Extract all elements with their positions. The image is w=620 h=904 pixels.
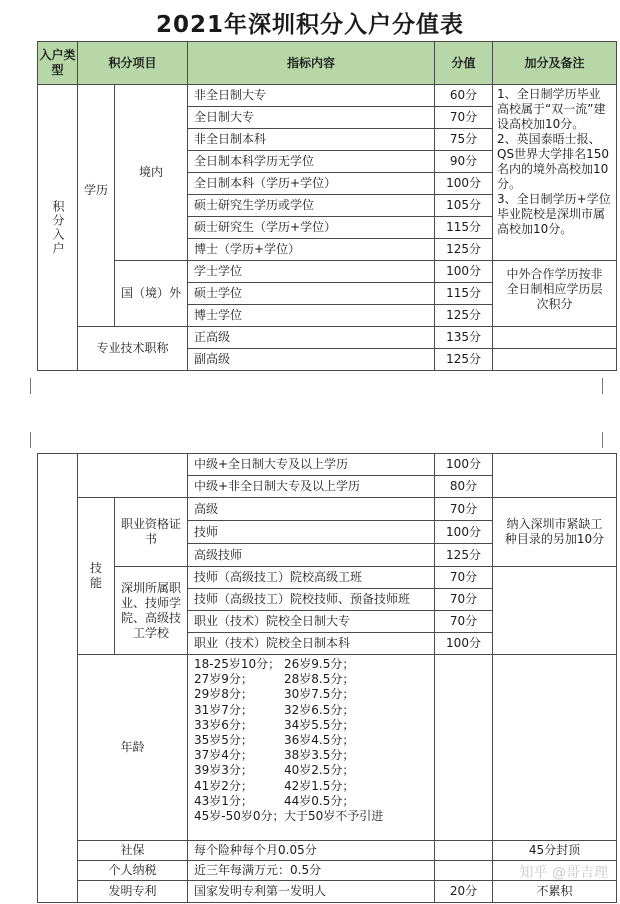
age-entry: 26岁9.5分；	[284, 657, 355, 671]
empty-score	[435, 655, 493, 841]
score-cell: 125分	[435, 305, 493, 327]
age-grid	[188, 655, 434, 823]
patent-label: 发明专利	[78, 881, 188, 903]
score-cell: 80分	[435, 476, 493, 498]
empty-note	[493, 655, 617, 841]
header-item: 积分项目	[78, 42, 188, 85]
score-cell: 100分	[435, 633, 493, 655]
table-row: 中级+非全日制大专及以上学历	[188, 476, 435, 498]
table-row: 正高级	[188, 327, 435, 349]
table-row: 全日制本科（学历+学位）	[188, 173, 435, 195]
score-cell: 100分	[435, 261, 493, 283]
score-cell: 125分	[435, 544, 493, 567]
score-cell: 135分	[435, 327, 493, 349]
table-row: 全日制本科学历无学位	[188, 151, 435, 173]
score-cell: 125分	[435, 239, 493, 261]
domestic-label: 境内	[115, 85, 188, 261]
age-entry: 39岁3分；	[194, 763, 253, 778]
empty-note	[493, 349, 617, 371]
age-entry: 35岁5分；	[194, 733, 253, 748]
edu-label: 学历	[78, 85, 115, 327]
score-cell: 115分	[435, 217, 493, 239]
score-cell: 100分	[435, 454, 493, 476]
score-table-part1	[37, 41, 617, 371]
score-cell: 60分	[435, 85, 493, 107]
foreign-note: 中外合作学历按非全日制相应学历层次积分	[493, 261, 617, 327]
table-row: 技师（高级技工）院校高级工班	[188, 567, 435, 589]
table-row: 非全日制本科	[188, 129, 435, 151]
crop-mark	[602, 432, 603, 448]
age-entry: 40岁2.5分；	[284, 763, 355, 778]
skill-label: 技能	[78, 498, 115, 655]
table-row: 博士（学历+学位）	[188, 239, 435, 261]
cert-note: 纳入深圳市紧缺工种目录的另加10分	[493, 498, 617, 567]
crop-mark	[30, 378, 31, 394]
score-cell: 70分	[435, 498, 493, 521]
cert-label: 职业资格证书	[115, 498, 188, 567]
watermark: 知乎 @哥吉理	[519, 865, 608, 881]
score-cell: 70分	[435, 107, 493, 129]
score-cell: 90分	[435, 151, 493, 173]
table-row: 硕士研究生学历或学位	[188, 195, 435, 217]
prof-label: 专业技术职称	[78, 327, 188, 371]
social-label: 社保	[78, 841, 188, 861]
age-entry: 大于50岁不予引进	[284, 809, 384, 824]
empty-score	[435, 861, 493, 881]
empty-score	[435, 841, 493, 861]
social-note: 45分封顶	[493, 841, 617, 861]
empty-note	[493, 567, 617, 655]
age-entry: 45岁-50岁0分；	[194, 809, 285, 824]
age-entry: 34岁5.5分；	[284, 717, 355, 732]
patent-note: 不累积	[493, 881, 617, 903]
empty-note	[493, 327, 617, 349]
tax-label: 个人纳税	[78, 861, 188, 881]
blank-item-cell	[78, 454, 188, 498]
age-table	[188, 655, 435, 841]
header-note: 加分及备注	[493, 42, 617, 85]
table-row: 副高级	[188, 349, 435, 371]
crop-mark	[30, 432, 31, 448]
age-entry: 36岁4.5分；	[284, 733, 355, 748]
table-row: 职业（技术）院校全日制大专	[188, 611, 435, 633]
score-cell: 70分	[435, 589, 493, 611]
table-row: 技师（高级技工）院校技师、预备技师班	[188, 589, 435, 611]
table-row: 学士学位	[188, 261, 435, 283]
patent-score: 20分	[435, 881, 493, 903]
empty-note	[493, 454, 617, 498]
age-entry: 28岁8.5分；	[284, 672, 355, 687]
score-cell: 70分	[435, 567, 493, 589]
score-cell: 100分	[435, 521, 493, 544]
age-entry: 43岁1分；	[194, 793, 253, 808]
age-entry: 41岁2分；	[194, 778, 253, 793]
age-entry: 18-25岁10分；	[194, 657, 281, 671]
table-row: 非全日制大专	[188, 85, 435, 107]
domestic-note: 1、全日制学历毕业高校属于“双一流”建设高校加10分。 2、英国泰晤士报、QS世界大学排名150名内的境外高校加10分。 3、全日制学历+学位毕业院校是深圳市属高校加10分。	[493, 85, 617, 261]
header-content: 指标内容	[188, 42, 435, 85]
score-table-part2	[37, 453, 617, 903]
score-cell: 75分	[435, 129, 493, 151]
score-cell: 125分	[435, 349, 493, 371]
header-type: 入户类型	[38, 42, 78, 85]
score-cell: 100分	[435, 173, 493, 195]
table-row: 技师	[188, 521, 435, 544]
table-row: 中级+全日制大专及以上学历	[188, 454, 435, 476]
age-entry: 44岁0.5分；	[284, 793, 355, 808]
age-entry: 42岁1.5分；	[284, 778, 355, 793]
table-row: 博士学位	[188, 305, 435, 327]
jifen-label: 积分入户	[38, 85, 78, 371]
age-entry: 31岁7分；	[194, 702, 253, 717]
table-row: 高级技师	[188, 544, 435, 567]
table-row: 硕士学位	[188, 283, 435, 305]
table-row: 硕士研究生（学历+学位）	[188, 217, 435, 239]
score-cell: 105分	[435, 195, 493, 217]
social-content: 每个险种每个月0.05分	[188, 841, 435, 861]
age-entry: 30岁7.5分；	[284, 687, 355, 702]
age-entry: 29岁8分；	[194, 687, 253, 702]
patent-content: 国家发明专利第一发明人	[188, 881, 435, 903]
age-entry: 33岁6分；	[194, 717, 253, 732]
table-row: 全日制大专	[188, 107, 435, 129]
page-title: 2021年深圳积分入户分值表	[155, 12, 464, 38]
age-entry: 32岁6.5分；	[284, 702, 355, 717]
age-entry: 27岁9分；	[194, 672, 253, 687]
school-label: 深圳所属职业、技师学院、高级技工学校	[115, 567, 188, 655]
crop-mark	[602, 378, 603, 394]
foreign-label: 国（境）外	[115, 261, 188, 327]
age-label: 年龄	[78, 655, 188, 841]
blank-type-cell	[38, 454, 78, 903]
table-row: 职业（技术）院校全日制本科	[188, 633, 435, 655]
score-cell: 115分	[435, 283, 493, 305]
table-row: 高级	[188, 498, 435, 521]
header-score: 分值	[435, 42, 493, 85]
age-entry: 37岁4分；	[194, 748, 253, 763]
tax-content: 近三年每满万元：0.5分	[188, 861, 435, 881]
score-cell: 70分	[435, 611, 493, 633]
age-entry: 38岁3.5分；	[284, 748, 355, 763]
